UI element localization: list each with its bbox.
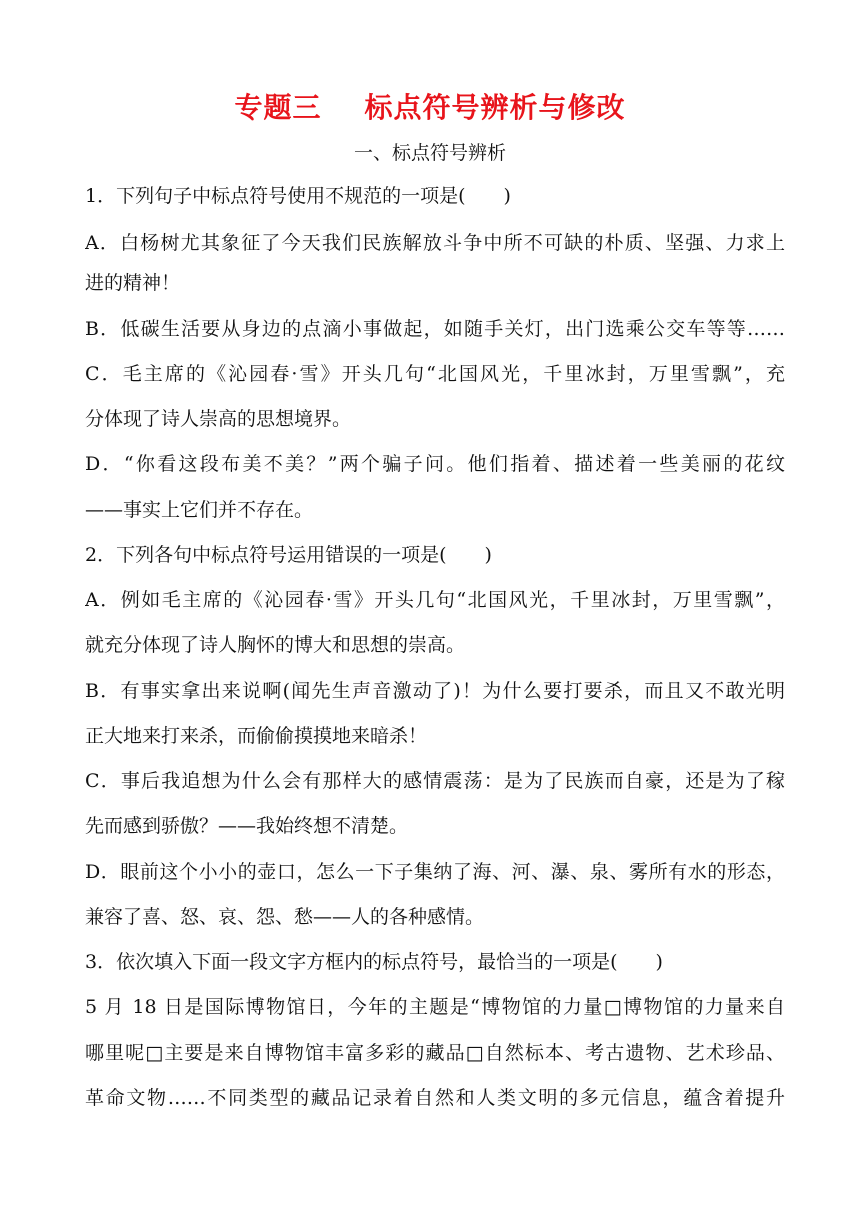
q2-option-b-line-1: B．有事实拿出来说啊(闻先生声音激动了)！为什么要打要杀，而且又不敢光明 (85, 680, 785, 702)
q3-passage-line-3: 革命文物……不同类型的藏品记录着自然和人类文明的多元信息，蕴含着提升 (85, 1087, 785, 1109)
q1-option-a-line-1: A．白杨树尤其象征了今天我们民族解放斗争中所不可缺的朴质、坚强、力求上 (85, 232, 785, 254)
q1-option-d-line-1: D．“你看这段布美不美？”两个骗子问。他们指着、描述着一些美丽的花纹 (85, 453, 785, 475)
q2-option-d-line-2: 兼容了喜、怒、哀、怨、愁——人的各种感情。 (85, 906, 485, 928)
q1-option-c-line-2: 分体现了诗人崇高的思想境界。 (85, 408, 352, 430)
q3-passage-line-2: 哪里呢□主要是来自博物馆丰富多彩的藏品□自然标本、考古遗物、艺术珍品、 (85, 1042, 785, 1064)
page-title: 专题三 标点符号辨析与修改 (234, 91, 626, 124)
section-heading: 一、标点符号辨析 (353, 142, 506, 164)
q2-option-b-line-2: 正大地来打来杀，而偷偷摸摸地来暗杀！ (85, 725, 428, 747)
q1-option-c-line-1: C．毛主席的《沁园春·雪》开头几句“北国风光，千里冰封，万里雪飘”，充 (85, 363, 785, 385)
q2-option-c-line-2: 先而感到骄傲？——我始终想不清楚。 (85, 815, 409, 837)
q1-option-a-line-2: 进的精神！ (85, 272, 181, 294)
q2-option-d-line-1: D．眼前这个小小的壶口，怎么一下子集纳了海、河、瀑、泉、雾所有水的形态， (85, 861, 785, 883)
q2-option-a-line-1: A．例如毛主席的《沁园春·雪》开头几句“北国风光，千里冰封，万里雪飘”， (85, 589, 785, 611)
q2-option-c-line-1: C．事后我追想为什么会有那样大的感情震荡：是为了民族而自豪，还是为了稼 (85, 770, 785, 792)
question-1-stem: 1．下列句子中标点符号使用不规范的一项是( ) (85, 185, 511, 207)
question-3-stem: 3．依次填入下面一段文字方框内的标点符号，最恰当的一项是( ) (85, 951, 663, 973)
q3-passage-line-1: 5 月 18 日是国际博物馆日，今年的主题是“博物馆的力量□博物馆的力量来自 (85, 996, 785, 1018)
question-2-stem: 2．下列各句中标点符号运用错误的一项是( ) (85, 544, 492, 566)
q1-option-d-line-2: ——事实上它们并不存在。 (85, 499, 314, 521)
q2-option-a-line-2: 就充分体现了诗人胸怀的博大和思想的崇高。 (85, 634, 466, 656)
q1-option-b-line-1: B．低碳生活要从身边的点滴小事做起，如随手关灯，出门选乘公交车等等…… (85, 318, 785, 340)
